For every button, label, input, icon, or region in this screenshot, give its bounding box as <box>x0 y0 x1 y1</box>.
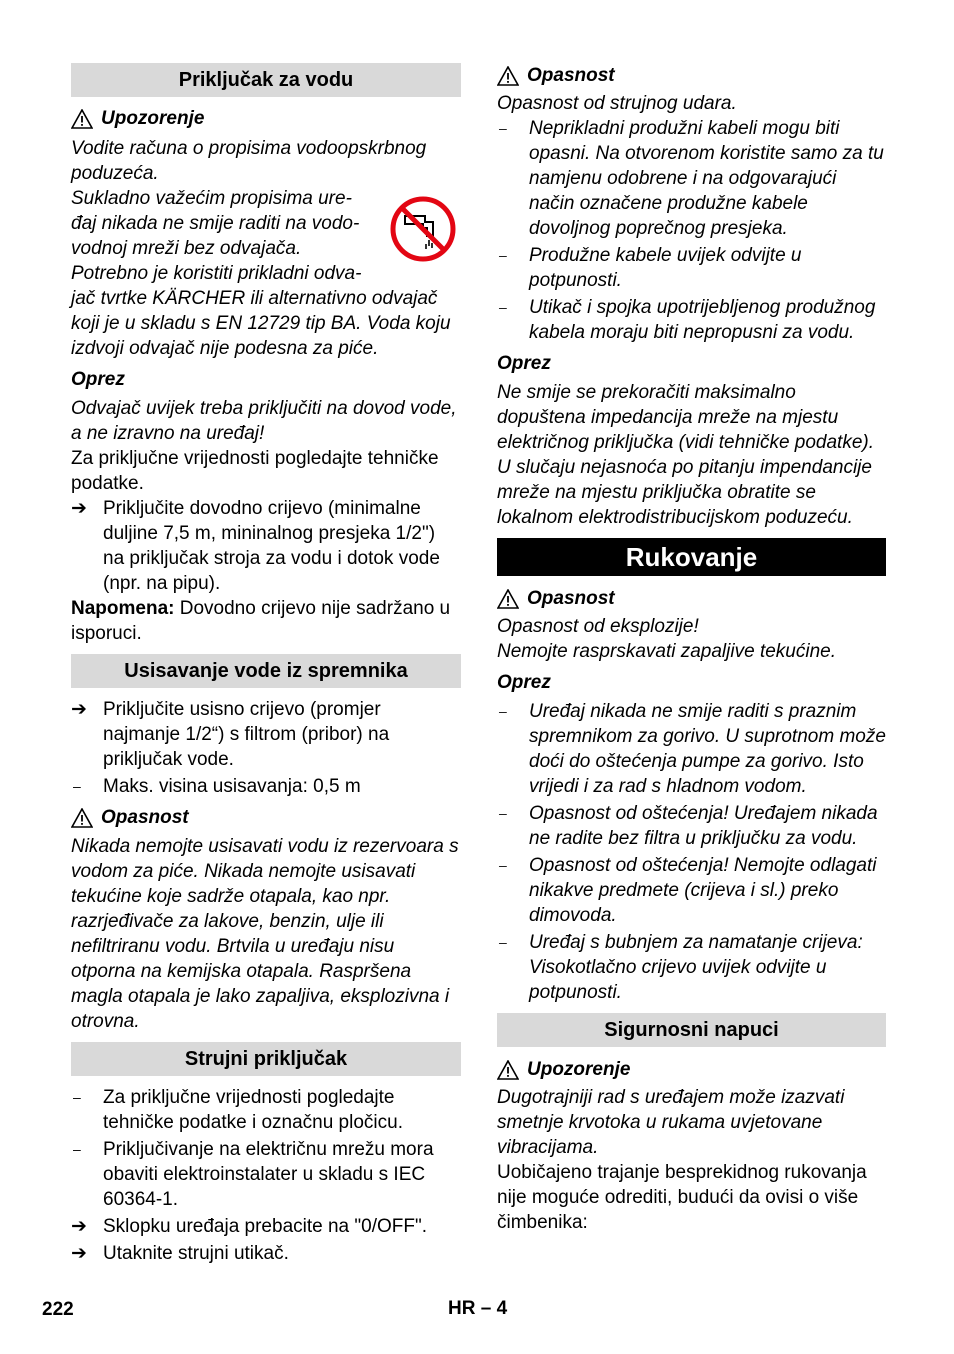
paragraph: jač tvrtke KÄRCHER ili alternativno odvajač koji je u skladu s EN 12729 tip BA. Voda koju izdvoji odvajač nije podesna za piće. <box>71 288 451 359</box>
no-tap-water-icon <box>388 192 458 266</box>
instruction-item: ➔ Priključite dovodno crijevo (minimalne duljine 7,5 m, mininalnog presjeka 1/2") na priključak stroja za vodu i dotok vode (npr. na pipu). <box>71 498 440 594</box>
chapter-title: Rukovanje <box>497 538 886 576</box>
danger-heading: Opasnost <box>497 63 886 88</box>
dash-bullet: – <box>73 1089 81 1105</box>
dash-bullet: – <box>499 857 507 873</box>
dash-bullet: – <box>73 778 81 794</box>
list-item: – Za priključne vrijednosti pogledajte tehničke podatke i označnu pločicu. <box>73 1087 403 1133</box>
page-number: 222 <box>42 1299 74 1320</box>
list-item: – Priključivanje na električnu mrežu mora obaviti elektroinstalater u skladu s IEC 60364-1. <box>73 1139 434 1210</box>
list-item: – Maks. visina usisavanja: 0,5 m <box>73 776 361 797</box>
text-line: Sukladno važećim propisima ure- <box>71 188 352 209</box>
paragraph: Dugotrajniji rad s uređajem može izazvati smetnje krvotoka u rukama uvjetovane vibracijama. <box>497 1087 845 1158</box>
paragraph: Opasnost od strujnog udara. <box>497 93 737 114</box>
instruction-item: ➔ Utaknite strujni utikač. <box>71 1243 289 1264</box>
list-item: – Produžne kabele uvijek odvijte u potpunosti. <box>499 245 802 291</box>
instruction-item: ➔ Sklopku uređaja prebacite na "0/OFF". <box>71 1216 427 1237</box>
right-arrow-icon: ➔ <box>71 1216 87 1237</box>
paragraph: Vodite računa o propisima vodoopskrbnog poduzeća. <box>71 138 427 184</box>
list-item: – Utikač i spojka upotrijebljenog produžnog kabela moraju biti nepropusni za vodu. <box>499 297 876 343</box>
dash-bullet: – <box>73 1141 81 1157</box>
text-line: vodnoj mreži bez odvajača. <box>71 238 302 259</box>
section-title-safety: Sigurnosni napuci <box>497 1013 886 1047</box>
paragraph: Opasnost od eksplozije! <box>497 616 699 637</box>
warning-triangle-icon <box>71 109 93 129</box>
warning-triangle-icon <box>497 589 519 609</box>
instruction-item: ➔ Priključite usisno crijevo (promjer najmanje 1/2“) s filtrom (pribor) na priključak vode. <box>71 699 390 770</box>
paragraph: Ne smije se prekoračiti maksimalno dopuštena impedancija mreže na mjestu električnog priključka (vidi tehničke podatke). U slučaju nejasnoća po pitanju impendancije mreže na mjestu priključka obratite se lokalnom elektrodistribucijskom poduzeću. <box>497 382 875 528</box>
right-arrow-icon: ➔ <box>71 1243 87 1264</box>
section-title-power: Strujni priključak <box>71 1042 461 1076</box>
left-column <box>71 63 461 1266</box>
right-arrow-icon: ➔ <box>71 498 87 519</box>
warning-heading: Upozorenje <box>71 106 461 131</box>
section-title-water-connection: Priključak za vodu <box>71 63 461 97</box>
danger-heading: Opasnost <box>71 805 461 830</box>
dash-bullet: – <box>499 805 507 821</box>
paragraph: Uobičajeno trajanje besprekidnog rukovanja nije moguće odrediti, budući da ovisi o više čimbenika: <box>497 1162 867 1233</box>
right-arrow-icon: ➔ <box>71 699 87 720</box>
warning-heading: Upozorenje <box>497 1057 886 1082</box>
text-line: đaj nikada ne smije raditi na vodo- <box>71 213 360 234</box>
right-column <box>497 63 886 1235</box>
dash-bullet: – <box>499 120 507 136</box>
paragraph: Za priključne vrijednosti pogledajte tehničke podatke. <box>71 448 439 494</box>
list-item: – Uređaj s bubnjem za namatanje crijeva: Visokotlačno crijevo uvijek odvijte u potpunosti. <box>499 932 863 1003</box>
section-title-suction: Usisavanje vode iz spremnika <box>71 654 461 688</box>
section-code: HR – 4 <box>448 1298 508 1319</box>
list-item: – Opasnost od oštećenja! Uređajem nikada ne radite bez filtra u priključku za vodu. <box>499 803 878 849</box>
dash-bullet: – <box>499 247 507 263</box>
dash-bullet: – <box>499 934 507 950</box>
dash-bullet: – <box>499 703 507 719</box>
list-item: – Uređaj nikada ne smije raditi s praznim spremnikom za gorivo. U suprotnom može doći do oštećenja pumpe za gorivo. Isto vrijedi i za rad s hladnom vodom. <box>499 701 886 797</box>
danger-heading: Opasnost <box>497 586 886 611</box>
paragraph: Odvajač uvijek treba priključiti na dovod vode, a ne izravno na uređaj! <box>71 398 457 444</box>
warning-triangle-icon <box>71 808 93 828</box>
list-item: – Opasnost od oštećenja! Nemojte odlagati nikakve predmete (crijeva i sl.) preko dimovoda. <box>499 855 877 926</box>
caution-label: Oprez <box>497 672 551 693</box>
warning-triangle-icon <box>497 66 519 86</box>
paragraph: Nikada nemojte usisavati vodu iz rezervoara s vodom za piće. Nikada nemojte usisavati tekućine koje sadrže otapala, kao npr. razrjeđivače za lakove, benzin, ulje ili nefiltriranu vodu. Brtvila u uređaju nisu otporna na kemijska otapala. Raspršena magla otapala je lako zapaljiva, eksplozivna i otrovna. <box>71 836 459 1032</box>
caution-label: Oprez <box>497 353 551 374</box>
text-line: Potrebno je koristiti prikladni odva- <box>71 263 362 284</box>
paragraph: Nemojte rasprskavati zapaljive tekućine. <box>497 641 836 662</box>
note: Napomena: Dovodno crijevo nije sadržano u isporuci. <box>71 598 451 644</box>
dash-bullet: – <box>499 299 507 315</box>
warning-triangle-icon <box>497 1060 519 1080</box>
caution-label: Oprez <box>71 369 125 390</box>
list-item: – Neprikladni produžni kabeli mogu biti opasni. Na otvorenom koristite samo za tu namjenu odobrene i na odgovarajući način označene produžne kabele dovoljnog poprečnog presjeka. <box>499 118 884 239</box>
